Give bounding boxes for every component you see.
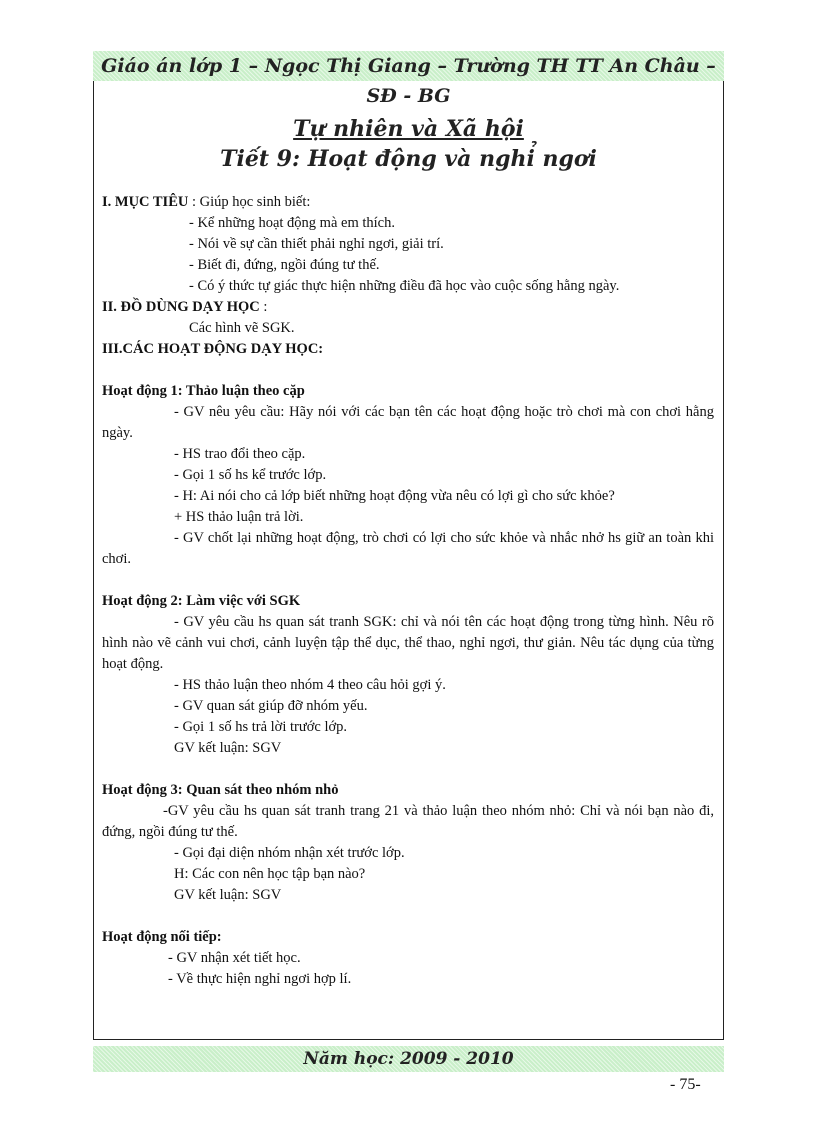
activity-2-line: - Gọi 1 số hs trả lời trước lớp. xyxy=(174,719,348,735)
activity-1-line: - Gọi 1 số hs kể trước lớp. xyxy=(174,467,327,483)
subject-title: Tự nhiên và Xã hội xyxy=(293,116,524,142)
activity-1-line: - GV chốt lại những hoạt động, trò chơi có lợi cho sức khỏe và nhắc nhở hs giữ an toàn khi chơi. xyxy=(102,530,714,567)
activity-4-title: Hoạt động nối tiếp: xyxy=(102,929,222,945)
objective-item: - Kể những hoạt động mà em thích. xyxy=(189,215,395,231)
materials-item: Các hình vẽ SGK. xyxy=(189,320,295,336)
activity-2-line: GV kết luận: SGV xyxy=(174,740,282,756)
activity-3-title: Hoạt động 3: Quan sát theo nhóm nhỏ xyxy=(102,782,339,798)
objectives-heading: I. MỤC TIÊU xyxy=(102,194,189,210)
activity-4-line: - GV nhận xét tiết học. xyxy=(168,950,301,966)
objective-item: - Nói về sự cần thiết phải nghỉ ngơi, giải trí. xyxy=(189,236,444,252)
materials-heading: II. ĐỒ DÙNG DẠY HỌC xyxy=(102,299,260,315)
objectives-heading-line xyxy=(102,192,714,213)
activity-1-line: + HS thảo luận trả lời. xyxy=(174,509,304,525)
activity-1-line: - HS trao đổi theo cặp. xyxy=(174,446,306,462)
activities-heading: III.CÁC HOẠT ĐỘNG DẠY HỌC: xyxy=(102,341,324,357)
activity-3-line: - Gọi đại diện nhóm nhận xét trước lớp. xyxy=(174,845,405,861)
lesson-body xyxy=(102,192,714,990)
page-number: - 75- xyxy=(670,1076,701,1093)
objective-item: - Có ý thức tự giác thực hiện những điều đã học vào cuộc sống hằng ngày. xyxy=(189,278,620,294)
activity-1-line: - GV nêu yêu cầu: Hãy nói với các bạn tên các hoạt động hoặc trò chơi mà con chơi hằng ngày. xyxy=(102,404,714,441)
activity-3-line: -GV yêu cầu hs quan sát tranh trang 21 và thảo luận theo nhóm nhỏ: Chỉ và nói bạn nào đi, đứng, ngồi đúng tư thế. xyxy=(102,803,714,840)
activity-2-title: Hoạt động 2: Làm việc với SGK xyxy=(102,593,301,609)
activity-3-line: H: Các con nên học tập bạn nào? xyxy=(174,866,366,882)
activity-1-line: - H: Ai nói cho cả lớp biết những hoạt động vừa nêu có lợi gì cho sức khỏe? xyxy=(174,488,615,504)
materials-colon: : xyxy=(259,299,268,315)
activity-1-title: Hoạt động 1: Thảo luận theo cặp xyxy=(102,383,305,399)
objective-item: - Biết đi, đứng, ngồi đúng tư thế. xyxy=(189,257,380,273)
activity-2-line: - GV yêu cầu hs quan sát tranh SGK: chỉ và nói tên các hoạt động trong từng hình. Nêu rõ hình nào vẽ cảnh vui chơi, cảnh luyện tập thể dục, thể thao, nghỉ ngơi, thư giản. Nêu tác dụng của từng hoạt động. xyxy=(102,614,714,672)
lesson-title: Tiết 9: Hoạt động và nghỉ ngơi xyxy=(220,146,597,172)
materials-heading-line xyxy=(102,297,714,318)
activity-2-line: - GV quan sát giúp đỡ nhóm yếu. xyxy=(174,698,368,714)
objectives-intro: : Giúp học sinh biết: xyxy=(188,194,311,210)
activity-4-line: - Về thực hiện nghỉ ngơi hợp lí. xyxy=(168,971,352,987)
activity-2-line: - HS thảo luận theo nhóm 4 theo câu hỏi gợi ý. xyxy=(174,677,446,693)
header-banner: Giáo án lớp 1 – Ngọc Thị Giang – Trường TH TT An Châu – SĐ - BG xyxy=(93,51,724,81)
activity-3-line: GV kết luận: SGV xyxy=(174,887,282,903)
footer-year-banner: Năm học: 2009 - 2010 xyxy=(93,1046,724,1072)
